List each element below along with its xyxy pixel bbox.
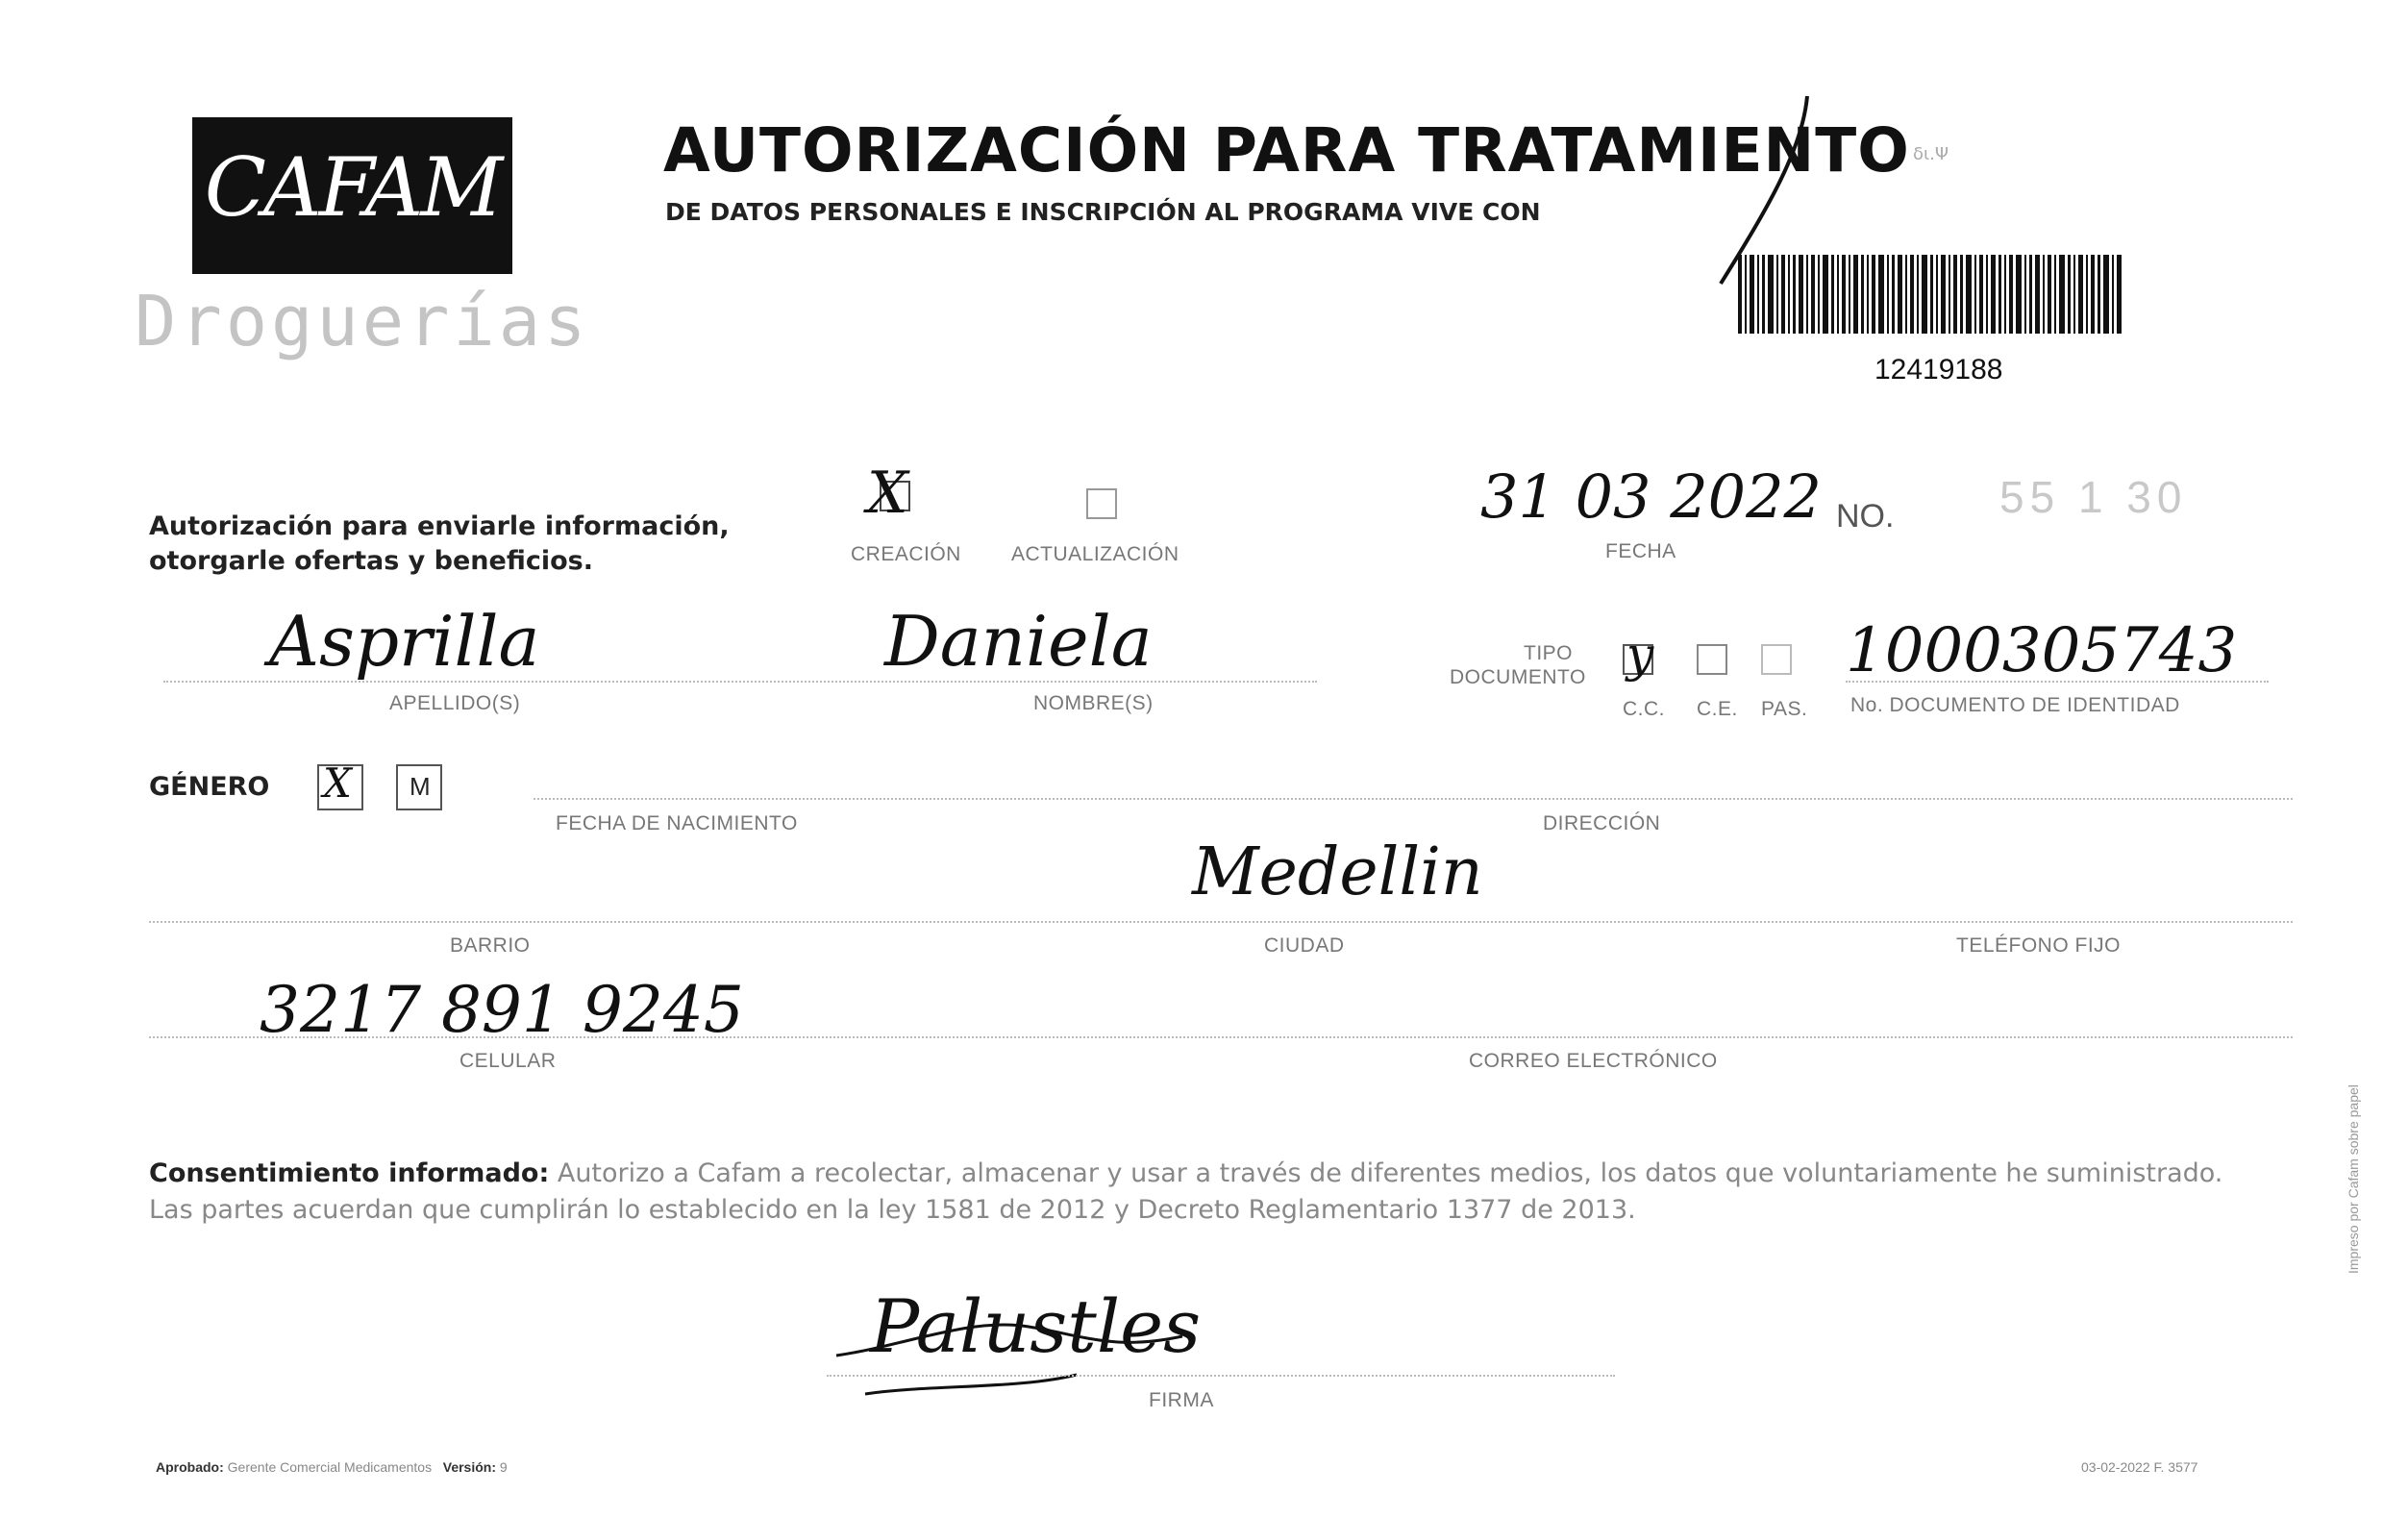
- creacion-mark: X: [867, 460, 908, 527]
- intro-line-2: otorgarle ofertas y beneficios.: [149, 546, 593, 576]
- aprobado-label: Aprobado:: [156, 1459, 224, 1475]
- version-label: Versión:: [442, 1459, 496, 1475]
- ciudad-label: CIUDAD: [1264, 934, 1345, 957]
- genero-f-mark: X: [323, 759, 352, 807]
- genero-label: GÉNERO: [149, 772, 270, 802]
- fecha-value: 31 03 2022: [1480, 461, 1822, 532]
- document-subtitle: DE DATOS PERSONALES E INSCRIPCIÓN AL PROGRAMA VIVE CON: [665, 198, 1541, 226]
- cc-label: C.C.: [1623, 698, 1665, 720]
- signature-stroke: [827, 1259, 1192, 1413]
- celular-label: CELULAR: [459, 1050, 557, 1072]
- doc-value: 1000305743: [1846, 615, 2238, 686]
- nombres-label: NOMBRE(S): [1033, 692, 1154, 714]
- doc-label: No. DOCUMENTO DE IDENTIDAD: [1850, 694, 2180, 716]
- signature: Palustles: [870, 1283, 1202, 1369]
- signature-label: FIRMA: [1149, 1389, 1214, 1411]
- consent-paragraph: [149, 1156, 2264, 1229]
- footer-approved: [156, 1459, 508, 1475]
- document-title: AUTORIZACIÓN PARA TRATAMIENTO: [663, 115, 1910, 186]
- logo: CAFAM: [204, 140, 501, 235]
- celular-value: 3217 891 9245: [260, 973, 744, 1047]
- pas-label: PAS.: [1761, 698, 1808, 720]
- intro-line-1: Autorización para enviarle información,: [149, 511, 730, 541]
- nacimiento-label: FECHA DE NACIMIENTO: [556, 812, 798, 834]
- apellidos-value: Asprilla: [269, 601, 540, 682]
- direccion-label: DIRECCIÓN: [1543, 812, 1661, 834]
- no-value: 55 1 30: [1999, 472, 2188, 522]
- fecha-label: FECHA: [1605, 540, 1676, 562]
- barcode-number: 12419188: [1874, 354, 2003, 386]
- tipo-doc-label-2: DOCUMENTO: [1450, 666, 1586, 688]
- ciudad-value: Medellin: [1192, 834, 1483, 910]
- pas-checkbox[interactable]: [1761, 644, 1792, 675]
- correo-label: CORREO ELECTRÓNICO: [1469, 1050, 1718, 1072]
- aprobado-value: Gerente Comercial Medicamentos: [227, 1459, 433, 1475]
- actualizacion-label: ACTUALIZACIÓN: [1011, 543, 1179, 565]
- barcode: [1738, 255, 2123, 334]
- nombres-value: Daniela: [884, 601, 1153, 682]
- barrio-label: BARRIO: [450, 934, 531, 957]
- consent-text: Autorizo a Cafam a recolectar, almacenar y usar a través de diferentes medios, los datos que voluntariamente he suministrado. Las partes acuerdan que cumplirán lo establecido en la ley 1581 de 2012 y Decreto Reglamentario 1377 de 2013.: [149, 1158, 2223, 1225]
- cc-mark: y: [1626, 627, 1654, 683]
- no-label: NO.: [1836, 498, 1895, 535]
- tipo-doc-label-1: TIPO: [1524, 642, 1574, 664]
- telefono-label: TELÉFONO FIJO: [1956, 934, 2122, 957]
- creacion-label: CREACIÓN: [851, 543, 961, 565]
- actualizacion-checkbox[interactable]: [1086, 488, 1117, 519]
- genero-m-label: M: [410, 772, 431, 801]
- version-value: 9: [499, 1459, 508, 1475]
- stamp-mark: δι.Ψ: [1913, 144, 1949, 164]
- ce-label: C.E.: [1697, 698, 1738, 720]
- side-print-note: Impreso por Cafam sobre papel: [2346, 1084, 2361, 1274]
- ce-checkbox[interactable]: [1697, 644, 1727, 675]
- logo-subtitle: Droguerías: [135, 281, 590, 361]
- apellidos-label: APELLIDO(S): [389, 692, 521, 714]
- footer-code: 03-02-2022 F. 3577: [2081, 1459, 2198, 1475]
- consent-heading: Consentimiento informado:: [149, 1158, 550, 1188]
